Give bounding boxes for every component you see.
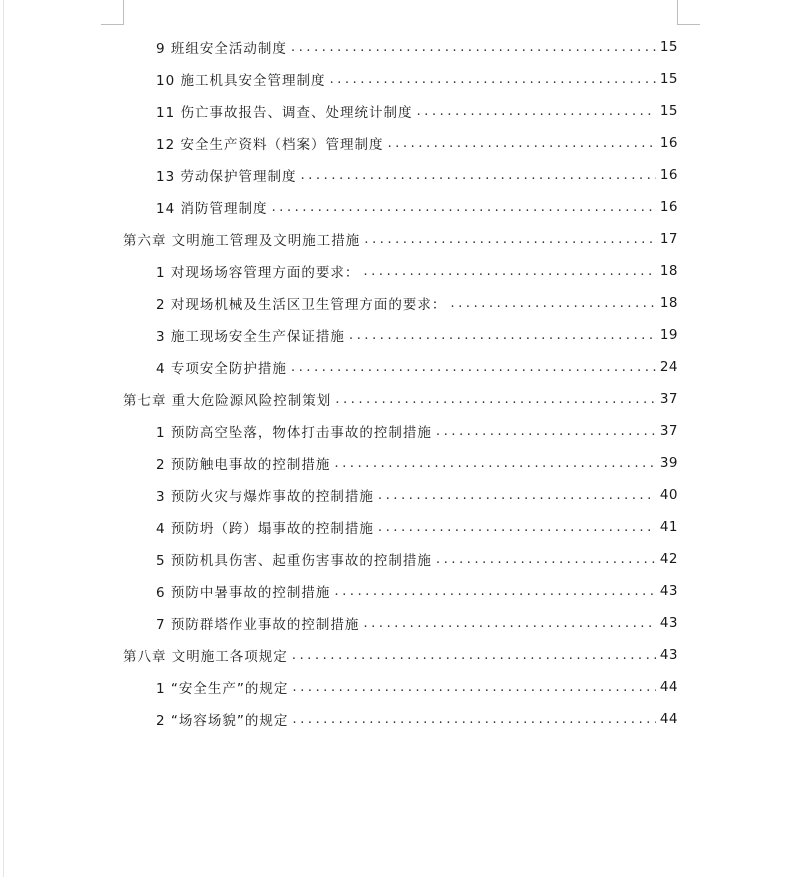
toc-entry-title: 10 施工机具安全管理制度 xyxy=(156,73,326,89)
toc-entry-title: 4 专项安全防护措施 xyxy=(156,361,287,377)
toc-section-entry[interactable] xyxy=(156,127,678,159)
toc-entry-title: 1 对现场场容管理方面的要求： xyxy=(156,265,360,281)
toc-leader-dots xyxy=(292,711,655,727)
toc-entry-title: 3 预防火灾与爆炸事故的控制措施 xyxy=(156,489,374,505)
toc-entry-page-number: 43 xyxy=(659,583,678,599)
toc-section-entry[interactable] xyxy=(156,479,678,511)
toc-entry-title: 13 劳动保护管理制度 xyxy=(156,169,297,185)
toc-section-entry[interactable] xyxy=(156,415,678,447)
toc-section-entry[interactable] xyxy=(156,543,678,575)
toc-leader-dots xyxy=(436,423,656,439)
toc-entry-title: 4 预防坍（跨）塌事故的控制措施 xyxy=(156,521,374,537)
toc-leader-dots xyxy=(334,455,655,471)
toc-entry-title: 9 班组安全活动制度 xyxy=(156,41,287,57)
toc-entry-page-number: 17 xyxy=(659,231,678,247)
toc-section-entry[interactable] xyxy=(156,671,678,703)
toc-entry-title: 3 施工现场安全生产保证措施 xyxy=(156,329,345,345)
toc-section-entry[interactable] xyxy=(156,287,678,319)
toc-section-entry[interactable] xyxy=(156,703,678,735)
toc-entry-title: 2 预防触电事故的控制措施 xyxy=(156,457,331,473)
toc-chapter-entry[interactable] xyxy=(123,223,678,255)
toc-entry-title: 1 “安全生产”的规定 xyxy=(156,681,289,697)
toc-section-entry[interactable] xyxy=(156,191,678,223)
toc-leader-dots xyxy=(363,263,655,279)
toc-leader-dots xyxy=(291,359,656,375)
margin-corner-mark-right xyxy=(677,0,700,25)
toc-entry-page-number: 43 xyxy=(659,647,678,663)
toc-entry-page-number: 15 xyxy=(659,71,678,87)
toc-section-entry[interactable] xyxy=(156,31,678,63)
toc-entry-title: 6 预防中暑事故的控制措施 xyxy=(156,585,331,601)
toc-leader-dots xyxy=(450,295,655,311)
toc-section-entry[interactable] xyxy=(156,95,678,127)
toc-entry-page-number: 18 xyxy=(659,263,678,279)
toc-entry-page-number: 40 xyxy=(659,487,678,503)
toc-entry-page-number: 37 xyxy=(659,423,678,439)
toc-leader-dots xyxy=(378,519,656,535)
toc-entry-title: 12 安全生产资料（档案）管理制度 xyxy=(156,137,384,153)
toc-section-entry[interactable] xyxy=(156,607,678,639)
toc-entry-page-number: 42 xyxy=(659,551,678,567)
toc-entry-page-number: 24 xyxy=(659,359,678,375)
toc-entry-page-number: 43 xyxy=(659,615,678,631)
toc-leader-dots xyxy=(291,39,656,55)
toc-leader-dots xyxy=(329,71,655,87)
toc-leader-dots xyxy=(416,103,655,119)
toc-entry-page-number: 44 xyxy=(659,711,678,727)
toc-entry-page-number: 15 xyxy=(659,103,678,119)
toc-entry-title: 第七章 重大危险源风险控制策划 xyxy=(123,393,332,409)
toc-section-entry[interactable] xyxy=(156,511,678,543)
toc-leader-dots xyxy=(335,391,656,407)
toc-leader-dots xyxy=(363,615,655,631)
toc-entry-page-number: 37 xyxy=(659,391,678,407)
toc-entry-page-number: 19 xyxy=(659,327,678,343)
toc-entry-page-number: 44 xyxy=(659,679,678,695)
toc-leader-dots xyxy=(349,327,656,343)
toc-leader-dots xyxy=(300,167,655,183)
toc-leader-dots xyxy=(387,135,655,151)
toc-section-entry[interactable] xyxy=(156,63,678,95)
toc-entry-page-number: 41 xyxy=(659,519,678,535)
toc-section-entry[interactable] xyxy=(156,351,678,383)
toc-section-entry[interactable] xyxy=(156,447,678,479)
toc-leader-dots xyxy=(271,199,655,215)
toc-entry-title: 1 预防高空坠落，物体打击事故的控制措施 xyxy=(156,425,432,441)
margin-corner-mark-left xyxy=(101,0,124,25)
toc-chapter-entry[interactable] xyxy=(123,639,678,671)
toc-entry-title: 第八章 文明施工各项规定 xyxy=(123,649,288,665)
toc-entry-title: 第六章 文明施工管理及文明施工措施 xyxy=(123,233,361,249)
toc-entry-title: 7 预防群塔作业事故的控制措施 xyxy=(156,617,360,633)
toc-leader-dots xyxy=(436,551,656,567)
toc-entry-title: 2 对现场机械及生活区卫生管理方面的要求： xyxy=(156,297,447,313)
toc-entry-page-number: 16 xyxy=(659,167,678,183)
toc-entry-page-number: 39 xyxy=(659,455,678,471)
toc-entry-page-number: 18 xyxy=(659,295,678,311)
toc-leader-dots xyxy=(292,679,655,695)
toc-section-entry[interactable] xyxy=(156,319,678,351)
toc-leader-dots xyxy=(378,487,656,503)
toc-chapter-entry[interactable] xyxy=(123,383,678,415)
toc-entry-title: 2 “场容场貌”的规定 xyxy=(156,713,289,729)
toc-leader-dots xyxy=(292,647,656,663)
toc-entry-page-number: 16 xyxy=(659,199,678,215)
toc-section-entry[interactable] xyxy=(156,159,678,191)
page-edge xyxy=(3,0,4,877)
toc-entry-title: 11 伤亡事故报告、调查、处理统计制度 xyxy=(156,105,413,121)
toc-entry-title: 14 消防管理制度 xyxy=(156,201,268,217)
toc-section-entry[interactable] xyxy=(156,255,678,287)
toc-entry-title: 5 预防机具伤害、起重伤害事故的控制措施 xyxy=(156,553,432,569)
toc-section-entry[interactable] xyxy=(156,575,678,607)
toc-leader-dots xyxy=(364,231,656,247)
toc-entry-page-number: 16 xyxy=(659,135,678,151)
toc-leader-dots xyxy=(334,583,655,599)
toc-entry-page-number: 15 xyxy=(659,39,678,55)
